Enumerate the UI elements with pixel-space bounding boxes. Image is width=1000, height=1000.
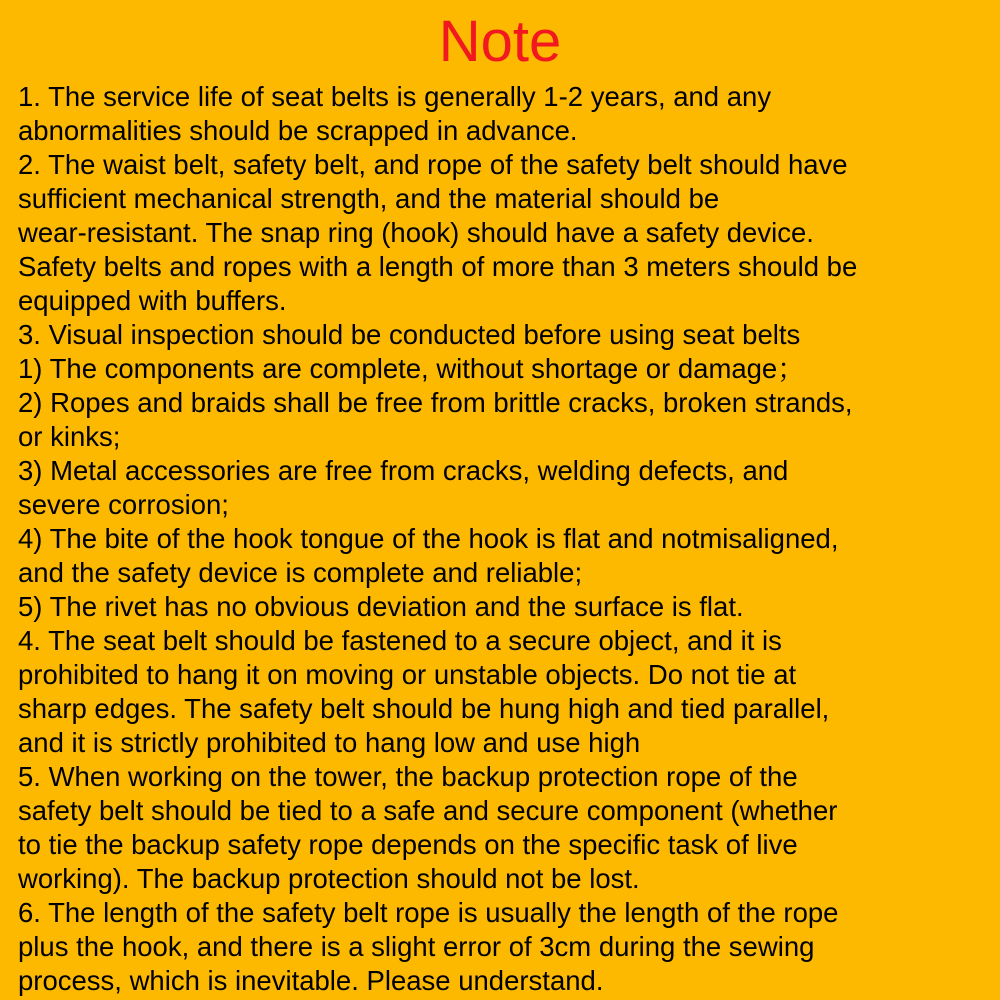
note-line: plus the hook, and there is a slight error of 3cm during the sewing [18, 931, 815, 962]
note-line: or kinks; [18, 421, 121, 452]
note-line: sufficient mechanical strength, and the material should be [18, 183, 720, 214]
note-body [18, 80, 1000, 998]
note-line: 5. When working on the tower, the backup protection rope of the [18, 761, 798, 792]
note-line: 1. The service life of seat belts is generally 1-2 years, and any [18, 81, 772, 112]
note-line: working). The backup protection should not be lost. [18, 863, 640, 894]
page-title: Note [438, 9, 562, 74]
note-line: 4) The bite of the hook tongue of the hook is flat and notmisaligned, [18, 523, 839, 554]
note-line: severe corrosion; [18, 489, 229, 520]
note-line: prohibited to hang it on moving or unstable objects. Do not tie at [18, 659, 797, 690]
note-line: 3) Metal accessories are free from cracks, welding defects, and [18, 455, 789, 486]
note-line: safety belt should be tied to a safe and secure component (whether [18, 795, 838, 826]
note-line: wear-resistant. The snap ring (hook) should have a safety device. [18, 217, 814, 248]
note-line: abnormalities should be scrapped in advance. [18, 115, 578, 146]
note-line: 2. The waist belt, safety belt, and rope of the safety belt should have [18, 149, 848, 180]
note-line: equipped with buffers. [18, 285, 287, 316]
note-line: to tie the backup safety rope depends on the specific task of live [18, 829, 798, 860]
note-line: 2) Ropes and braids shall be free from brittle cracks, broken strands, [18, 387, 853, 418]
note-line: 1) The components are complete, without shortage or damage； [18, 353, 805, 384]
note-line: process, which is inevitable. Please understand. [18, 965, 604, 996]
note-line: and it is strictly prohibited to hang low and use high [18, 727, 641, 758]
note-line: 6. The length of the safety belt rope is usually the length of the rope [18, 897, 839, 928]
note-line: sharp edges. The safety belt should be hung high and tied parallel, [18, 693, 830, 724]
note-line: 3. Visual inspection should be conducted before using seat belts [18, 319, 801, 350]
note-line: Safety belts and ropes with a length of more than 3 meters should be [18, 251, 858, 282]
note-line: and the safety device is complete and reliable; [18, 557, 583, 588]
note-line: 5) The rivet has no obvious deviation and the surface is flat. [18, 591, 744, 622]
note-line: 4. The seat belt should be fastened to a secure object, and it is [18, 625, 782, 656]
